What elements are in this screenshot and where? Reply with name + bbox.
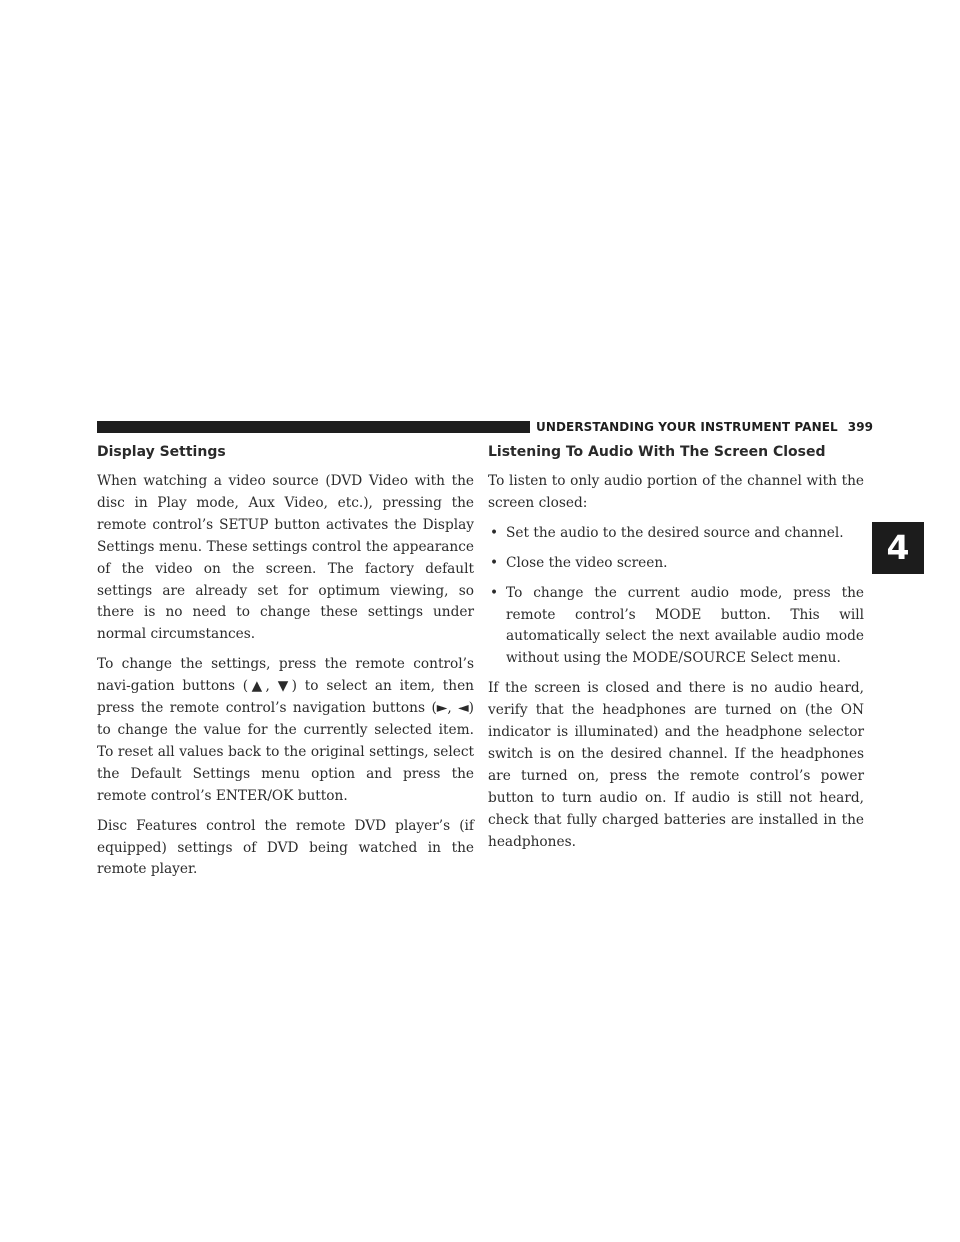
list-item — [488, 583, 864, 671]
list-item — [488, 553, 864, 575]
running-head-title: UNDERSTANDING YOUR INSTRUMENT PANEL — [536, 420, 838, 434]
chapter-tab: 4 — [872, 522, 924, 574]
section-heading-listening-audio: Listening To Audio With The Screen Closed — [488, 444, 826, 460]
paragraph: To listen to only audio portion of the channel with the screen closed: — [488, 473, 864, 511]
paragraph: Disc Features control the remote DVD player’s (if equipped) settings of DVD being watched in the remote player. — [97, 817, 474, 878]
left-column — [97, 443, 474, 889]
list-item — [488, 523, 864, 545]
bullet-icon: • — [490, 584, 499, 601]
paragraph: To change the settings, press the remote control’s navi-gation buttons (▲, ▼) to select an item, then press the remote control’s navigation buttons (►, ◄) to change the value for the currently selected item. To reset all values back to the original settings, select the Default Settings menu option and press the remote control’s ENTER/OK button. — [97, 656, 474, 804]
list-item-text: To change the current audio mode, press the remote control’s MODE button. This will automatically select the next available audio mode without using the MODE/SOURCE Select menu. — [506, 584, 864, 667]
paragraph: If the screen is closed and there is no audio heard, verify that the headphones are turned on (the ON indicator is illuminated) and the headphone selector switch is on the desired channel. If the headphones are turned on, press the remote control’s power button to turn audio on. If audio is still not heard, check that fully charged batteries are installed in the headphones. — [488, 680, 864, 850]
bullet-icon: • — [490, 524, 499, 541]
paragraph: When watching a video source (DVD Video with the disc in Play mode, Aux Video, etc.), pressing the remote control’s SETUP button activates the Display Settings menu. These settings control the appearance of the video on the screen. The factory default settings are already set for optimum viewing, so there is no need to change these settings under normal circumstances. — [97, 473, 474, 643]
running-head — [536, 419, 874, 435]
list-item-text: Set the audio to the desired source and channel. — [506, 524, 844, 541]
page-number: 399 — [847, 420, 874, 434]
bullet-list — [488, 523, 864, 670]
section-heading-display-settings: Display Settings — [97, 444, 226, 460]
bullet-icon: • — [490, 554, 499, 571]
list-item-text: Close the video screen. — [506, 554, 668, 571]
header-rule — [97, 421, 530, 433]
right-column — [488, 443, 864, 862]
